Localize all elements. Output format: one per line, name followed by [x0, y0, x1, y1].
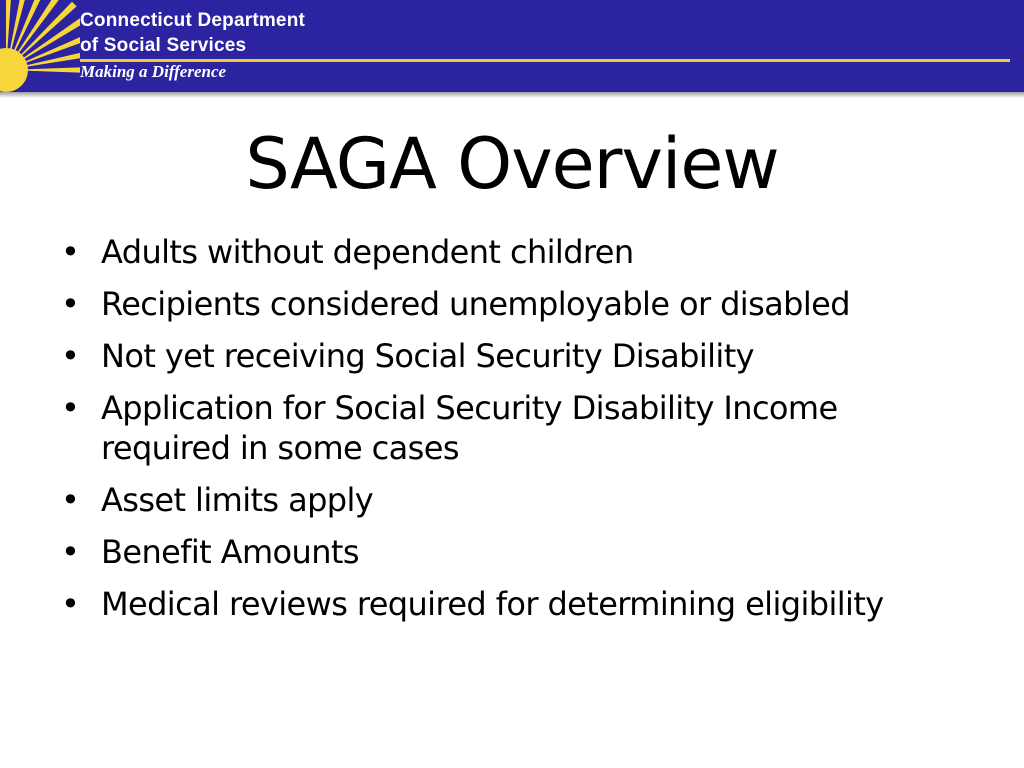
- bullet-item: [58, 584, 958, 624]
- bullet-list: [58, 232, 958, 636]
- bullet-item: [58, 284, 958, 324]
- org-name-line-1: Connecticut Department: [80, 10, 306, 31]
- sunburst-logo-icon: [0, 0, 80, 92]
- bullet-marker: •: [61, 285, 80, 323]
- bullet-marker: •: [61, 481, 80, 519]
- slide-title: SAGA Overview: [245, 123, 779, 205]
- bullet-item: [58, 480, 958, 520]
- bullet-text: Recipients considered unemployable or disabled: [101, 285, 850, 323]
- bullet-item: [58, 232, 958, 272]
- bullet-text: Asset limits apply: [101, 481, 374, 519]
- bullet-item: [58, 388, 958, 468]
- bullet-item: [58, 336, 958, 376]
- bullet-marker: •: [61, 233, 80, 271]
- org-name-line-2: of Social Services: [80, 35, 247, 56]
- bullet-marker: •: [61, 585, 80, 623]
- banner-shadow: [0, 92, 1024, 98]
- bullet-text: Application for Social Security Disability Income required in some cases: [101, 389, 838, 467]
- tagline: Making a Difference: [80, 62, 227, 81]
- bullet-marker: •: [61, 389, 80, 427]
- bullet-marker: •: [61, 337, 80, 375]
- bullet-text: Medical reviews required for determining eligibility: [101, 585, 884, 623]
- bullet-text: Adults without dependent children: [101, 233, 634, 271]
- bullet-item: [58, 532, 958, 572]
- header-banner: [0, 0, 1024, 92]
- bullet-marker: •: [61, 533, 80, 571]
- bullet-text: Benefit Amounts: [101, 533, 359, 571]
- bullet-text: Not yet receiving Social Security Disability: [101, 337, 754, 375]
